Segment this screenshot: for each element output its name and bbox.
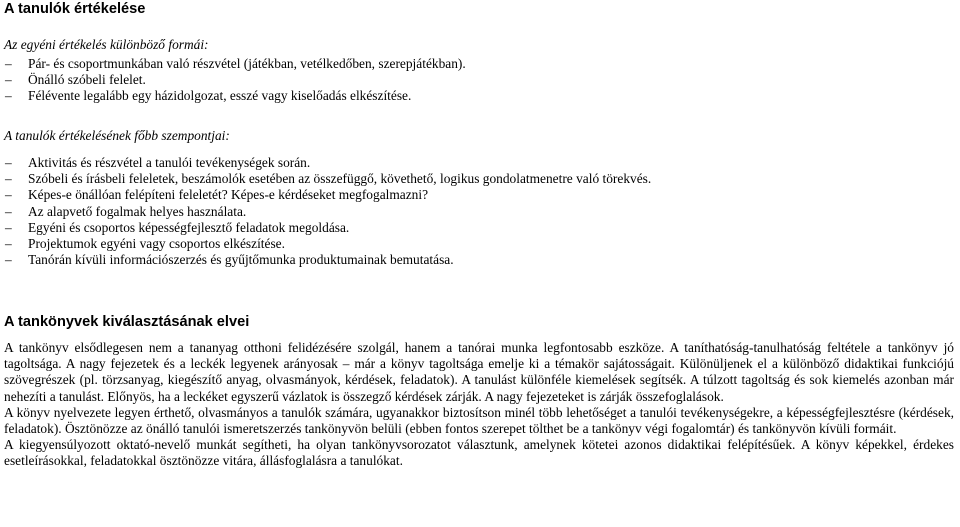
list-item [4, 88, 954, 104]
list-item [4, 155, 954, 171]
list-item [4, 72, 954, 88]
list-item-text: Pár- és csoportmunkában való részvétel (játékban, vetélkedőben, szerepjátékban). [28, 56, 466, 71]
textbook-principles-body [4, 340, 954, 470]
list-item-text: Tanórán kívüli információszerzés és gyűjtőmunka produktumainak bemutatása. [28, 252, 454, 268]
dash-bullet-icon: – [5, 235, 12, 251]
dash-bullet-icon: – [5, 171, 12, 187]
dash-bullet-icon: – [5, 252, 12, 268]
dash-bullet-icon: – [5, 203, 12, 219]
list-item [4, 252, 954, 268]
paragraph: A könyv nyelvezete legyen érthető, olvasmányos a tanulók számára, ugyanakkor biztosítson minél több lehetőséget a tanulói tevékenységekre, a képességfejlesztésre (kérdések, feladatok). Ösztönözze az önálló tanulói ismeretszerzés tankönyvön belüli (ebben fontos szerepet tölthet be a tankönyv végi fogalomtár) és tankönyvön kívüli formáit. [4, 404, 954, 437]
dash-bullet-icon: – [5, 219, 12, 235]
paragraph: A kiegyensúlyozott oktató-nevelő munkát segítheti, ha olyan tankönyvsorozatot választunk, amelynek kötetei azonos didaktikai felépítésűek. A könyv képekkel, érdekes esetleírásokkal, feladatokkal ösztönözze vitára, állásfoglalásra a tanulókat. [4, 437, 954, 469]
list-item-text: Szóbeli és írásbeli feleletek, beszámolók esetében az összefüggő, követhető, logikus gondolatmenetre való törekvés. [28, 171, 652, 187]
list-item-text: Aktivitás és részvétel a tanulói tevékenységek során. [28, 155, 311, 170]
list-item [4, 171, 954, 187]
list-item-text: Félévente legalább egy házidolgozat, esszé vagy kiselőadás elkészítése. [28, 88, 412, 104]
list-item-text: Az alapvető fogalmak helyes használata. [28, 203, 247, 219]
dash-bullet-icon: – [5, 88, 12, 104]
paragraph: A tankönyv elsődlegesen nem a tananyag otthoni felidézésére szolgál, hanem a tanórai munka legfontosabb eszköze. A taníthatóság-tanulhatóság feltétele a tankönyv jó tagoltsága. A nagy fejezetek és a leckék legyenek arányosak – már a könyv tagoltsága emelje ki a témakör sajátosságait. Különüljenek el a különböző didaktikai funkciójú szövegrészek (pl. törzsanyag, kiegészítő anyag, olvasmányok, kérdések, feladatok). A tanulást különféle kiemelések segítsék. A túlzott tagoltság és sok kiemelés azonban már nehezíti a tanulást. Előnyös, ha a leckéket egyszerű vázlatok is összegző kérdések zárják. A nagy fejezeteket is zárják összefoglalások. [4, 340, 954, 404]
section-title-evaluation: A tanulók értékelése [4, 1, 146, 17]
dash-bullet-icon: – [5, 72, 12, 88]
list-item-text: Egyéni és csoportos képességfejlesztő feladatok megoldása. [28, 219, 350, 235]
dash-bullet-icon: – [5, 155, 12, 170]
dash-bullet-icon: – [5, 56, 12, 71]
list-item [4, 56, 954, 72]
list-item-text: Képes-e önállóan felépíteni feleletét? Képes-e kérdéseket megfogalmazni? [28, 187, 429, 203]
list-item [4, 220, 954, 236]
list-item-text: Önálló szóbeli felelet. [28, 72, 146, 88]
list-item [4, 204, 954, 220]
list-item [4, 236, 954, 252]
list-item-text: Projektumok egyéni vagy csoportos elkészítése. [28, 235, 285, 251]
forms-subheading: Az egyéni értékelés különböző formái: [4, 37, 209, 52]
forms-list [4, 56, 954, 105]
dash-bullet-icon: – [5, 187, 12, 203]
list-item [4, 187, 954, 203]
criteria-subheading: A tanulók értékelésének főbb szempontjai: [4, 128, 230, 143]
criteria-list [4, 155, 954, 268]
section-title-textbooks: A tankönyvek kiválasztásának elvei [4, 314, 250, 330]
